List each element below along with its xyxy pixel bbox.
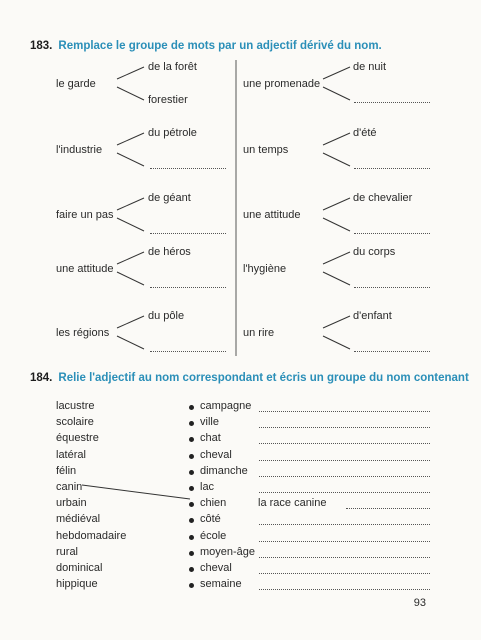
adjective-item: médiéval [56,513,101,525]
noun-item: cheval [200,562,232,574]
noun-item: moyen-âge [200,546,256,558]
adjective-item: hebdomadaire [56,530,127,542]
right-noun-2: un temps [243,144,289,156]
right-noun-5: un rire [243,327,275,339]
right-noun-4: l'hygiène [243,263,287,275]
right-noun-3: une attitude [243,209,301,221]
noun-item: cheval [200,449,232,461]
noun-item: campagne [200,400,252,412]
adjective-item: canin [56,481,83,493]
exercise-183-number: 183. [30,40,53,52]
adjective-item: scolaire [56,416,94,428]
right-noun-1: une promenade [243,78,321,90]
exercise-184-number: 184. [30,372,53,384]
left-noun-3: faire un pas [56,209,114,221]
noun-item: dimanche [200,465,248,477]
noun-item: chat [200,432,221,444]
left-complement-4: de héros [148,246,191,258]
right-complement-1: de nuit [353,61,387,73]
adjective-item: lacustre [56,400,95,412]
left-noun-4: une attitude [56,263,114,275]
adjective-item: équestre [56,432,99,444]
left-noun-5: les régions [56,327,110,339]
right-complement-3: de chevalier [353,192,413,204]
exercise-183-instruction: Remplace le groupe de mots par un adjectif dérivé du nom. [58,40,382,52]
left-complement-5: du pôle [148,310,185,322]
left-complement-2: du pétrole [148,127,197,139]
adjective-item: urbain [56,497,87,509]
left-answer-1[interactable]: forestier [148,94,188,106]
answer-text[interactable]: la race canine [258,497,327,509]
noun-item: ville [200,416,219,428]
noun-item: lac [200,481,215,493]
adjective-item: félin [56,465,77,477]
right-complement-4: du corps [353,246,396,258]
right-complement-5: d'enfant [353,310,392,322]
adjective-item: latéral [56,449,86,461]
adjective-item: rural [56,546,79,558]
right-complement-2: d'été [353,127,377,139]
adjective-item: hippique [56,578,98,590]
noun-item: école [200,530,227,542]
left-noun-1: le garde [56,78,96,90]
noun-item: chien [200,497,227,509]
adjective-item: dominical [56,562,103,574]
noun-item: semaine [200,578,242,590]
left-noun-2: l'industrie [56,144,103,156]
left-complement-1: de la forêt [148,61,197,73]
page-number: 93 [413,597,426,609]
noun-item: côté [200,513,221,525]
left-complement-3: de géant [148,192,191,204]
exercise-184-instruction: Relie l'adjectif au nom correspondant et écris un groupe du nom contenant [58,372,469,384]
